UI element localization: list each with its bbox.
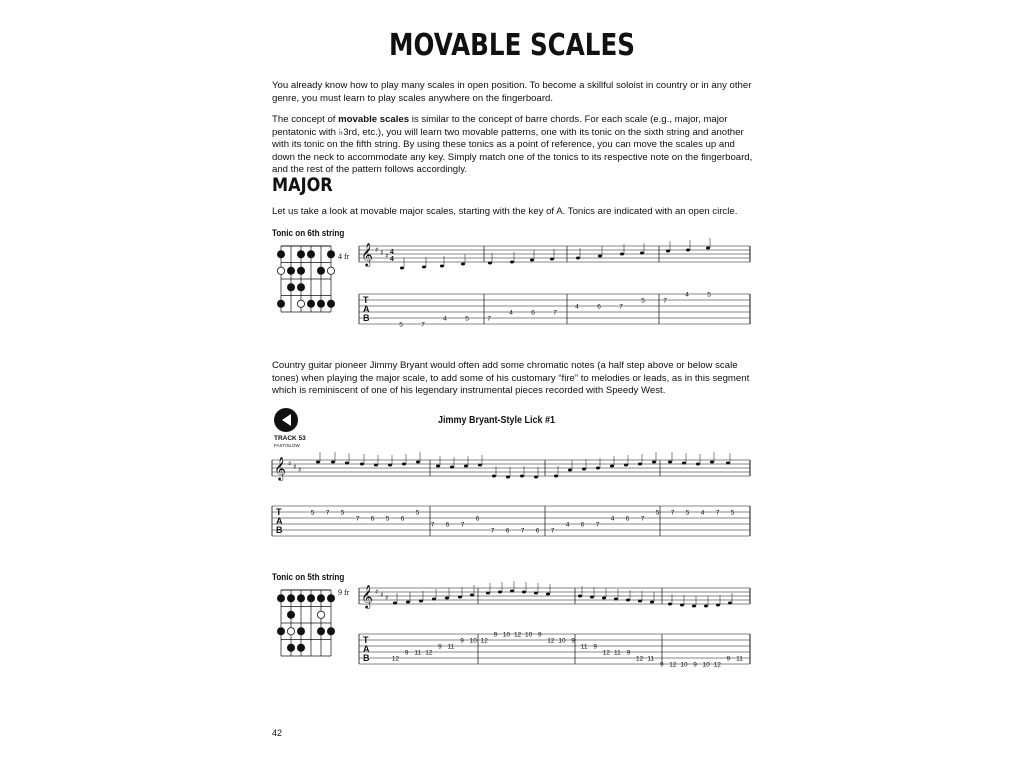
sharp-sign: ♯: [298, 466, 302, 474]
lick-note: [638, 463, 642, 466]
tab-number: 9: [626, 649, 631, 657]
tab-letter: A: [363, 644, 370, 654]
scale-note: [422, 266, 426, 269]
finger-dot: [297, 251, 304, 258]
lick-note: [726, 462, 730, 465]
concept-post: is similar to the concept of barre chords. For each scale (e.g., major, major pentatonic with ♭3rd, etc.), you will learn two movable patterns, one with its tonic on the sixth string and another with its tonic on the fifth string. By using these tonics as a point of reference, you can move the scales up and down the neck to accommodate any key. Simply match one of the tonics to its respective note on the fingerboard, and the rest of the pattern follows accordingly.: [272, 114, 753, 175]
scale-note: [461, 263, 465, 266]
scale-note: [728, 602, 732, 605]
finger-dot: [297, 628, 304, 635]
tab-number: 6: [597, 303, 601, 311]
time-sig: 4: [390, 256, 394, 263]
scale-note: [534, 592, 538, 595]
finger-dot: [317, 267, 324, 274]
tonic-dot: [297, 300, 304, 307]
lick-note: [710, 461, 714, 464]
finger-dot: [277, 595, 284, 602]
lick-note: [696, 463, 700, 466]
scale-note: [406, 601, 410, 604]
lick-note: [652, 461, 656, 464]
tab-number: 7: [421, 321, 425, 329]
tab-number: 12: [669, 661, 677, 669]
tab-number: 12: [713, 661, 721, 669]
tonic-dot: [317, 611, 324, 618]
tab-number: 5: [707, 291, 711, 299]
scale-note: [650, 601, 654, 604]
tab-number: 4: [610, 515, 615, 523]
scale-note: [706, 247, 710, 250]
scale-note: [510, 590, 514, 593]
tab-number: 5: [730, 509, 735, 517]
tonic6-fret-label: 4 fr: [338, 252, 350, 261]
tab-number: 5: [641, 297, 645, 305]
scale-note: [614, 598, 618, 601]
tab-number: 9: [493, 631, 498, 639]
finger-dot: [327, 628, 334, 635]
treble-clef: 𝄞: [274, 456, 286, 480]
tab-number: 12: [513, 631, 522, 639]
finger-dot: [317, 628, 324, 635]
tab-number: 7: [670, 509, 675, 517]
section-heading-major: MAJOR: [272, 174, 333, 196]
tab-number: 12: [547, 637, 555, 645]
scale-note: [668, 603, 672, 606]
tab-number: 5: [655, 509, 660, 517]
fretboard-tonic6: [277, 246, 334, 312]
tonic6-label: Tonic on 6th string: [272, 228, 345, 238]
lick-note: [374, 464, 378, 467]
tab-number: 11: [614, 649, 621, 657]
lick-note: [682, 462, 686, 465]
lick-note: [582, 468, 586, 471]
tab-number: 4: [700, 509, 705, 517]
tonic-dot: [287, 628, 294, 635]
treble-clef: 𝄞: [361, 584, 373, 608]
finger-dot: [327, 251, 334, 258]
scale-note: [522, 591, 526, 594]
finger-dot: [327, 300, 334, 307]
tab-number: 7: [460, 521, 465, 529]
tab-number: 9: [438, 643, 442, 651]
tab-number: 10: [502, 631, 511, 639]
tab-number: 9: [726, 655, 731, 663]
tab-letter: B: [363, 313, 370, 323]
tab-letter: B: [363, 653, 370, 663]
sharp-sign: ♯: [380, 591, 384, 599]
scale-note: [692, 605, 696, 608]
tab-number: 7: [355, 515, 360, 523]
concept-pre: The concept of: [272, 114, 339, 125]
scale-note: [486, 592, 490, 595]
tab-number: 4: [509, 309, 513, 317]
tab-number: 6: [400, 515, 405, 523]
sharp-sign: ♯: [288, 460, 292, 468]
tab-number: 10: [558, 637, 566, 645]
finger-dot: [297, 267, 304, 274]
tab-number: 9: [460, 637, 464, 645]
bryant-paragraph: Country guitar pioneer Jimmy Bryant would often add some chromatic notes (a half step above or below scale tones) when playing the major scale, to add some of his customary “fire” to melodies or leads, as in this segment which is reminiscent of one of his legendary instrumental pieces recorded with Speedy West.: [272, 360, 750, 396]
sharp-sign: ♯: [385, 594, 389, 602]
finger-dot: [277, 251, 284, 258]
finger-dot: [287, 284, 294, 291]
tab-letter: A: [276, 516, 283, 526]
lick-note: [316, 461, 320, 464]
tab-number: 7: [595, 521, 600, 529]
finger-dot: [287, 267, 294, 274]
tab-number: 9: [659, 661, 664, 669]
finger-dot: [277, 628, 284, 635]
tab-number: 9: [593, 643, 598, 651]
concept-bold: movable scales: [338, 114, 410, 125]
scale-note: [445, 597, 449, 600]
tab-number: 12: [480, 637, 488, 645]
tab-number: 7: [490, 527, 495, 535]
tab-number: 9: [693, 661, 697, 669]
tab-letter: T: [363, 295, 369, 305]
tab-number: 11: [447, 643, 455, 651]
scale-note: [530, 259, 534, 262]
tab-number: 7: [640, 515, 645, 523]
tab-number: 4: [565, 521, 570, 529]
page-number: 42: [272, 728, 283, 738]
tab-tonic5: [359, 632, 750, 669]
finger-dot: [297, 595, 304, 602]
finger-dot: [307, 300, 314, 307]
tab-letter: T: [363, 635, 369, 645]
sharp-sign: ♯: [385, 252, 389, 260]
tab-number: 11: [580, 643, 588, 651]
tab-number: 10: [702, 661, 710, 669]
tab-number: 9: [537, 631, 542, 639]
scale-note: [602, 597, 606, 600]
lick-note: [345, 462, 349, 465]
tonic-dot: [327, 267, 334, 274]
tab-number: 10: [525, 631, 533, 639]
scale-note: [419, 600, 423, 603]
tab-number: 4: [443, 315, 447, 323]
tab-number: 6: [505, 527, 510, 535]
tab-number: 5: [310, 509, 315, 517]
scale-note: [716, 604, 720, 607]
tonic5-label: Tonic on 5th string: [272, 572, 345, 582]
lick-note: [520, 475, 524, 478]
finger-dot: [307, 251, 314, 258]
lick-note: [416, 461, 420, 464]
scale-note: [704, 605, 708, 608]
scale-note: [576, 257, 580, 260]
finger-dot: [297, 644, 304, 651]
tab-number: 7: [487, 315, 491, 323]
tab-number: 6: [535, 527, 540, 535]
scale-note: [620, 253, 624, 256]
finger-dot: [317, 300, 324, 307]
tab-number: 7: [715, 509, 720, 517]
finger-dot: [277, 300, 284, 307]
staff-lick: [272, 452, 750, 481]
fretboard-tonic5: [277, 590, 334, 656]
scale-note: [393, 602, 397, 605]
tab-number: 11: [414, 649, 422, 657]
lick-note: [492, 475, 496, 478]
tab-number: 4: [575, 303, 579, 311]
scale-note: [440, 265, 444, 268]
scale-note: [470, 594, 474, 597]
major-intro: Let us take a look at movable major scales, starting with the key of A. Tonics are indicated with an open circle.: [272, 206, 738, 217]
scale-note: [400, 267, 404, 270]
scale-note: [590, 596, 594, 599]
finger-dot: [297, 284, 304, 291]
tab-number: 7: [520, 527, 525, 535]
time-sig: 4: [390, 249, 394, 256]
scale-note: [686, 249, 690, 252]
lick-note: [360, 463, 364, 466]
lick-note: [436, 465, 440, 468]
page-title: MOVABLE SCALES: [389, 28, 635, 63]
sharp-sign: ♯: [380, 249, 384, 257]
lick-title: Jimmy Bryant-Style Lick #1: [438, 415, 556, 426]
tab-number: 7: [325, 509, 330, 517]
tab-number: 5: [465, 315, 469, 323]
scale-note: [666, 250, 670, 253]
tab-tonic6: [359, 292, 750, 329]
tab-number: 12: [391, 655, 400, 663]
tab-number: 6: [580, 521, 585, 529]
tab-number: 10: [469, 637, 477, 645]
tab-number: 5: [340, 509, 345, 517]
lick-note: [610, 465, 614, 468]
scale-note: [578, 595, 582, 598]
lick-note: [624, 464, 628, 467]
tab-number: 4: [685, 291, 689, 299]
sharp-sign: ♯: [293, 463, 297, 471]
lick-note: [464, 465, 468, 468]
tab-number: 7: [553, 309, 557, 317]
finger-dot: [307, 595, 314, 602]
lick-note: [388, 464, 392, 467]
finger-dot: [287, 644, 294, 651]
scale-note: [488, 262, 492, 265]
finger-dot: [287, 595, 294, 602]
lick-note: [596, 467, 600, 470]
lick-note: [568, 469, 572, 472]
sharp-sign: ♯: [375, 588, 379, 596]
tab-number: 9: [571, 637, 575, 645]
tab-number: 7: [619, 303, 623, 311]
tab-number: 5: [399, 321, 403, 329]
tab-number: 12: [635, 655, 644, 663]
staff-tonic6: [359, 238, 750, 270]
tab-number: 5: [385, 515, 390, 523]
sharp-sign: ♯: [375, 246, 379, 254]
tab-number: 6: [475, 515, 480, 523]
scale-note: [458, 596, 462, 599]
tonic-dot: [277, 267, 284, 274]
scale-note: [598, 255, 602, 258]
scale-note: [510, 261, 514, 264]
track-label: TRACK 53: [274, 435, 306, 442]
finger-dot: [327, 595, 334, 602]
lick-note: [506, 476, 510, 479]
tab-number: 12: [425, 649, 433, 657]
scale-note: [680, 604, 684, 607]
tab-number: 5: [415, 509, 420, 517]
lick-note: [402, 463, 406, 466]
tonic5-fret-label: 9 fr: [338, 588, 350, 597]
tab-number: 10: [680, 661, 688, 669]
scale-note: [498, 591, 502, 594]
scale-note: [550, 258, 554, 261]
treble-clef: 𝄞: [361, 242, 373, 266]
tab-number: 5: [685, 509, 690, 517]
finger-dot: [287, 611, 294, 618]
scale-note: [640, 252, 644, 255]
tab-number: 6: [370, 515, 375, 523]
tab-number: 11: [647, 655, 655, 663]
lick-note: [534, 476, 538, 479]
tab-letter: A: [363, 304, 370, 314]
lick-note: [331, 461, 335, 464]
lick-note: [478, 464, 482, 467]
lick-note: [554, 475, 558, 478]
tab-number: 6: [531, 309, 535, 317]
scale-note: [638, 600, 642, 603]
tab-number: 6: [625, 515, 630, 523]
lick-note: [668, 461, 672, 464]
tab-number: 7: [550, 527, 555, 535]
scale-note: [432, 598, 436, 601]
lick-note: [450, 466, 454, 469]
intro-paragraph: You already know how to play many scales in open position. To become a skillful soloist in country or in any other genre, you must learn to play scales anywhere on the fingerboard.: [272, 80, 752, 104]
tab-number: 12: [602, 649, 610, 657]
scale-note: [626, 599, 630, 602]
track-sub: FAST/SLOW: [274, 443, 300, 448]
tab-letter: B: [276, 525, 283, 535]
tab-number: 9: [404, 649, 409, 657]
finger-dot: [317, 595, 324, 602]
tab-letter: T: [276, 507, 282, 517]
scale-note: [546, 593, 550, 596]
tab-number: 6: [445, 521, 450, 529]
tab-lick: [272, 506, 750, 536]
tab-number: 7: [663, 297, 667, 305]
tab-number: 11: [736, 655, 743, 663]
tab-number: 7: [430, 521, 435, 529]
staff-tonic5: [359, 581, 750, 609]
